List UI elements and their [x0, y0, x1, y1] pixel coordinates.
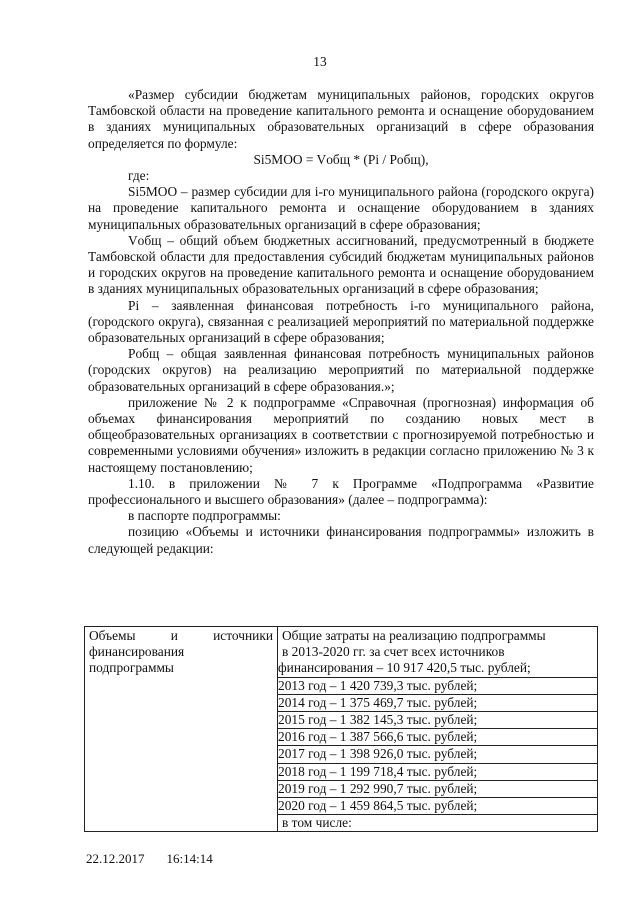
year-line: 2017 год – 1 398 926,0 тыс. рублей; [278, 746, 478, 762]
value-line: финансирования – 10 917 420,5 тыс. рублей; [278, 660, 531, 676]
label-line: подпрограммы [89, 660, 174, 676]
year-line: 2016 год – 1 387 566,6 тыс. рублей; [278, 729, 478, 745]
paragraph-pobsh-definition: Pобщ – общая заявленная финансовая потребность муниципальных районов (городских округов) на реализацию мероприятий по материальной поддержке образовательных организаций в сфере образования.»; [88, 346, 594, 394]
paragraph-item-1-10: 1.10. в приложении № 7 к Программе «Подпрограмма «Развитие профессионального и высшего образования» (далее – подпрограмма): [88, 475, 594, 508]
year-line: 2020 год – 1 459 864,5 тыс. рублей; [278, 798, 478, 814]
year-line: 2014 год – 1 375 469,7 тыс. рублей; [278, 694, 478, 710]
paragraph-vobsh-definition: Vобщ – общий объем бюджетных ассигнований, предусмотренный в бюджете Тамбовской области для предоставления субсидий бюджетам муниципальных районов и городских округов на проведение капитального ремонта и оснащение оборудованием в зданиях муниципальных образовательных организаций в сфере образования; [88, 232, 594, 297]
label-line: финансирования [89, 644, 185, 660]
table-cell-values [278, 627, 598, 832]
page-number: 13 [313, 54, 327, 69]
paragraph-si5moo-definition: Si5MOO – размер субсидии для i-го муниципального района (городского округа) на проведение капитального ремонта и оснащение оборудованием в зданиях муниципальных образовательных организаций в сфере образования; [88, 184, 594, 232]
year-line: 2015 год – 1 382 145,3 тыс. рублей; [278, 712, 478, 728]
table-cell-label [85, 627, 278, 832]
label-line: Объемы и источники [89, 628, 273, 643]
paragraph-passport: в паспорте подпрограммы: [128, 508, 281, 524]
document-body [88, 87, 594, 557]
timestamp-time: 16:14:14 [166, 851, 213, 866]
paragraph-appendix-2: приложение № 2 к подпрограмме «Справочная (прогнозная) информация об объемах финансирования мероприятий по созданию новых мест в общеобразовательных организациях в соответствии с прогнозируемой потребностью и современными условиями обучения» изложить в редакции согласно приложению № 3 к настоящему постановлению; [88, 394, 594, 475]
timestamp-date: 22.12.2017 [86, 851, 145, 866]
year-line: 2013 год – 1 420 739,3 тыс. рублей; [278, 677, 478, 693]
paragraph-pi-definition: Pi – заявленная финансовая потребность i-го муниципального района, (городского округа), связанная с реализацией мероприятий по материальной поддержке образовательных организаций в сфере образования; [88, 297, 594, 346]
value-line: в том числе: [282, 815, 352, 831]
financing-table [84, 626, 598, 832]
paragraph-subsidy-size: «Размер субсидии бюджетам муниципальных районов, городских округов Тамбовской области на проведение капитального ремонта и оснащение оборудованием в зданиях муниципальных образовательных организаций в сфере образования определяется по формуле: [88, 87, 594, 151]
year-line: 2019 год – 1 292 990,7 тыс. рублей; [278, 780, 478, 796]
value-line: в 2013-2020 гг. за счет всех источников [282, 644, 505, 660]
timestamp [86, 851, 235, 867]
year-line: 2018 год – 1 199 718,4 тыс. рублей; [278, 763, 478, 779]
value-line: Общие затраты на реализацию подпрограммы [282, 628, 546, 643]
paragraph-position: позицию «Объемы и источники финансирования подпрограммы» изложить в следующей редакции: [88, 524, 594, 556]
table-row [85, 627, 598, 832]
paragraph-where: где: [128, 168, 150, 184]
formula: Si5MOO = Vобщ * (Pi / Pобщ), [253, 151, 429, 167]
